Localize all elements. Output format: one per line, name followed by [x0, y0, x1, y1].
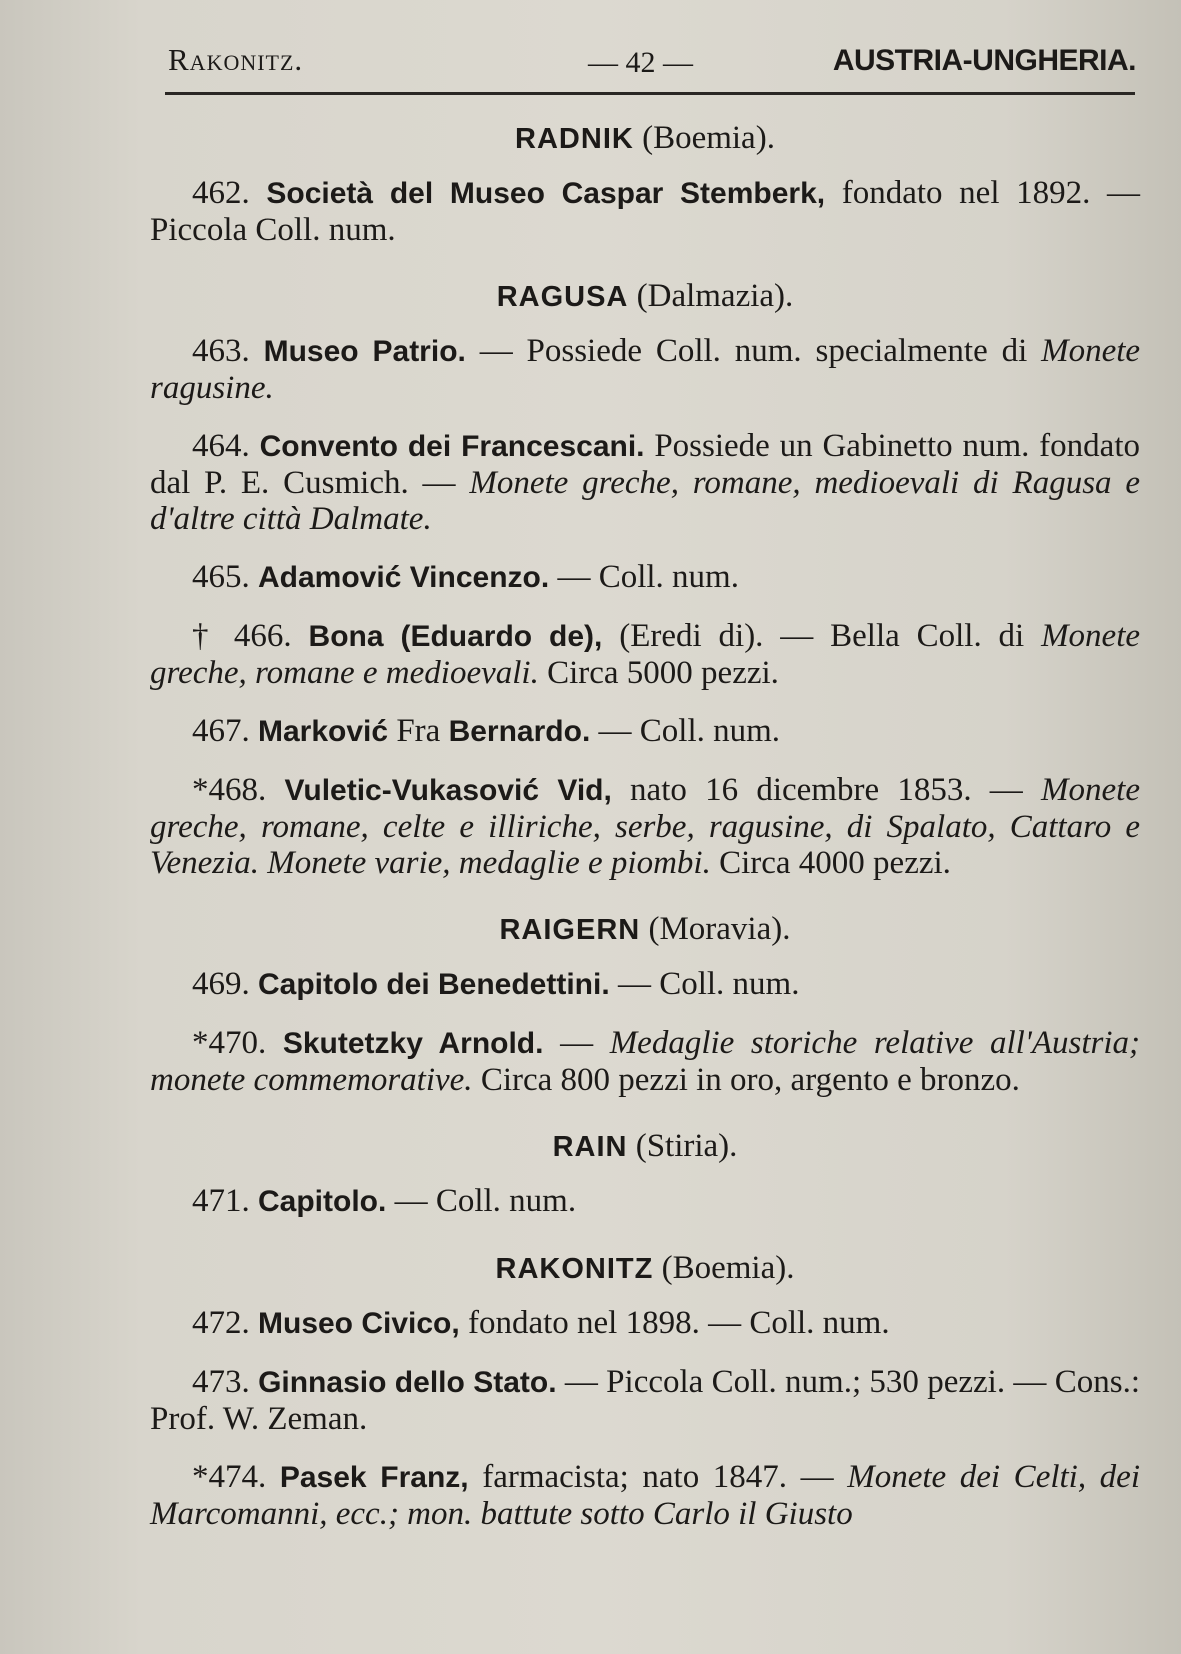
entry-472 [150, 1305, 1140, 1342]
entry-number: *468. [192, 772, 267, 808]
header-left-title: Rakonitz. [168, 42, 304, 77]
entry-number: † 466. [192, 618, 292, 654]
place-heading [150, 1128, 1140, 1165]
place-name: RAGUSA [496, 281, 629, 313]
entry-468 [150, 772, 1140, 881]
entry-name: Adamović Vincenzo. [258, 561, 550, 594]
entry-italic: Monete greche, romane, medioevali di Ragusa e d'altre città Dalmate. [150, 465, 1141, 537]
entry-number: 465. [192, 559, 250, 595]
entry-465 [150, 559, 1140, 596]
entry-text: — Coll. num. [617, 966, 800, 1002]
entry-name: Pasek Franz, [279, 1461, 469, 1494]
entry-name: Ginnasio dello Stato. [258, 1366, 557, 1399]
entry-number: 469. [192, 966, 250, 1002]
entry-name: Marković [258, 715, 389, 748]
page-body [150, 120, 1140, 1532]
place-region: (Boemia). [661, 1250, 795, 1286]
entry-number: *474. [192, 1459, 267, 1495]
entry-text: — Possiede Coll. num. specialmente di [479, 333, 1028, 369]
entry-name: Bona (Eduardo de), [308, 620, 603, 653]
running-header [168, 38, 1136, 88]
entry-number: 464. [192, 428, 250, 464]
entry-471 [150, 1183, 1140, 1220]
entry-tail: Circa 4000 pezzi. [719, 845, 951, 881]
header-right-title: AUSTRIA-UNGHERIA. [832, 44, 1136, 77]
entry-text: fondato nel 1892. — Piccola Coll. num. [150, 175, 1141, 248]
entry-464 [150, 428, 1140, 537]
entry-name: Vuletic-Vukasović Vid, [284, 774, 612, 807]
place-name: RAKONITZ [495, 1253, 654, 1285]
place-region: (Stiria). [635, 1128, 738, 1164]
entry-italic: Monete greche, romane, celte e illiriche, serbe, ragusine, di Spalato, Cattaro e Venezia. Monete varie, medaglie e piombi. [150, 772, 1140, 881]
place-name: RAIGERN [499, 914, 641, 946]
entry-text: (Eredi di). — Bella Coll. di [619, 618, 1025, 654]
entry-463 [150, 333, 1140, 406]
entry-text: — [560, 1025, 594, 1061]
entry-text: fondato nel 1898. — Coll. num. [467, 1305, 890, 1341]
entry-number: 471. [192, 1183, 250, 1219]
entry-469 [150, 966, 1140, 1003]
entry-name: Museo Patrio. [263, 335, 466, 368]
entry-italic: Monete ragusine. [150, 333, 1141, 406]
entry-number: 472. [192, 1305, 250, 1341]
place-heading [150, 120, 1140, 157]
entry-name: Capitolo dei Benedettini. [258, 968, 610, 1001]
entry-name: Convento dei Francescani. [259, 430, 645, 463]
place-region: (Boemia). [642, 120, 775, 156]
entry-text: — Coll. num. [557, 559, 739, 595]
place-region: (Moravia). [648, 911, 791, 947]
entry-italic: Monete greche, romane e medioevali. [150, 618, 1141, 691]
entry-name: Museo Civico, [258, 1307, 460, 1340]
entry-text: — Piccola Coll. num.; 530 pezzi. — Cons.: Prof. W. Zeman. [150, 1364, 1140, 1437]
entry-name-secondary: Bernardo. [448, 715, 591, 748]
page-number: — 42 — [588, 46, 693, 79]
entry-text: Fra [396, 713, 441, 749]
entry-tail: Circa 5000 pezzi. [547, 655, 779, 691]
place-name: RADNIK [515, 123, 634, 155]
entry-number: *470. [192, 1025, 267, 1061]
entry-tail: Circa 800 pezzi in oro, argento e bronzo. [480, 1062, 1020, 1098]
entry-italic: Medaglie storiche relative all'Austria; monete commemorative. [150, 1025, 1141, 1098]
entry-number: 463. [192, 333, 250, 369]
entry-470 [150, 1025, 1140, 1098]
entry-name: Capitolo. [258, 1185, 387, 1218]
entry-text: — Coll. num. [394, 1183, 577, 1219]
entry-474 [150, 1459, 1140, 1532]
place-region: (Dalmazia). [636, 278, 794, 314]
entry-text-secondary: — Coll. num. [598, 713, 781, 749]
entry-466 [150, 618, 1140, 691]
entry-467 [150, 713, 1140, 750]
entry-number: 462. [192, 175, 250, 211]
entry-name: Skutetzky Arnold. [282, 1027, 544, 1060]
entry-text: Possiede un Gabinetto num. fondato dal P. E. Cusmich. — [150, 428, 1140, 501]
place-heading [150, 911, 1140, 948]
place-name: RAIN [552, 1131, 628, 1163]
entry-number: 467. [192, 713, 250, 749]
entry-name: Società del Museo Caspar Stemberk, [266, 177, 826, 210]
header-rule [165, 92, 1135, 95]
entry-number: 473. [192, 1364, 250, 1400]
place-heading [150, 1250, 1140, 1287]
entry-473 [150, 1364, 1140, 1437]
entry-text: farmacista; nato 1847. — [482, 1459, 834, 1495]
entry-italic: Monete dei Celti, dei Marcomanni, ecc.; mon. battute sotto Carlo il Giusto [150, 1459, 1141, 1532]
entry-text: nato 16 dicembre 1853. — [630, 772, 1023, 808]
place-heading [150, 278, 1140, 315]
entry-462 [150, 175, 1140, 248]
